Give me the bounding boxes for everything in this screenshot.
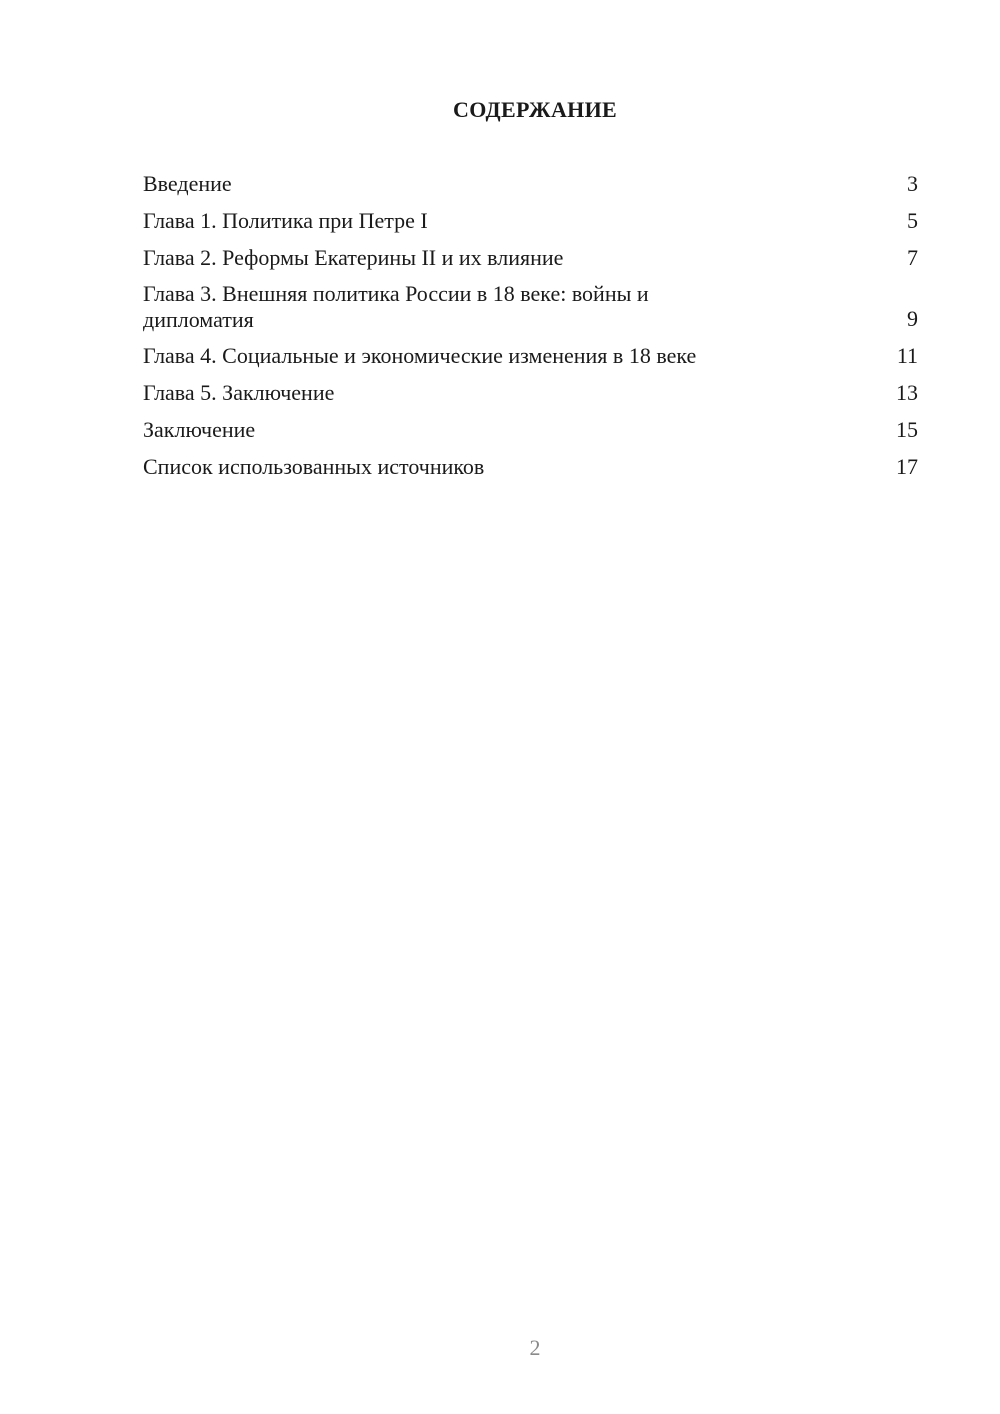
toc-entry-page: 17 (896, 454, 918, 479)
toc-entry-chapter-3[interactable] (143, 281, 918, 333)
toc-entry-chapter-4[interactable] (143, 342, 918, 370)
toc-entry-label: Глава 4. Социальные и экономические изменения в 18 веке (143, 343, 697, 368)
toc-entry-label: Список использованных источников (143, 454, 485, 479)
toc-entry-conclusion[interactable] (143, 416, 918, 444)
toc-entry-label: Глава 2. Реформы Екатерины II и их влияние (143, 245, 564, 270)
toc-entry-references[interactable] (143, 453, 918, 481)
toc-entry-page: 11 (896, 343, 918, 368)
toc-entry-label: Глава 3. Внешняя политика России в 18 веке: войны и дипломатия (143, 281, 649, 332)
page-number: 2 (529, 1335, 541, 1360)
toc-entry-label: Заключение (143, 417, 256, 442)
toc-entry-chapter-1[interactable] (143, 207, 918, 235)
toc-entry-page: 13 (896, 380, 918, 405)
toc-entry-label: Глава 1. Политика при Петре I (143, 208, 428, 233)
toc-entry-page: 9 (907, 306, 918, 331)
toc-entry-page: 5 (907, 208, 918, 233)
page-title: СОДЕРЖАНИЕ (453, 97, 617, 122)
toc-entry-chapter-2[interactable] (143, 244, 918, 272)
toc-entry-label: Глава 5. Заключение (143, 380, 335, 405)
table-of-contents (143, 170, 918, 481)
toc-entry-label: Введение (143, 171, 232, 196)
toc-entry-page: 7 (907, 245, 918, 270)
toc-entry-page: 3 (907, 171, 918, 196)
toc-entry-page: 15 (896, 417, 918, 442)
toc-entry-introduction[interactable] (143, 170, 918, 198)
toc-entry-chapter-5[interactable] (143, 379, 918, 407)
